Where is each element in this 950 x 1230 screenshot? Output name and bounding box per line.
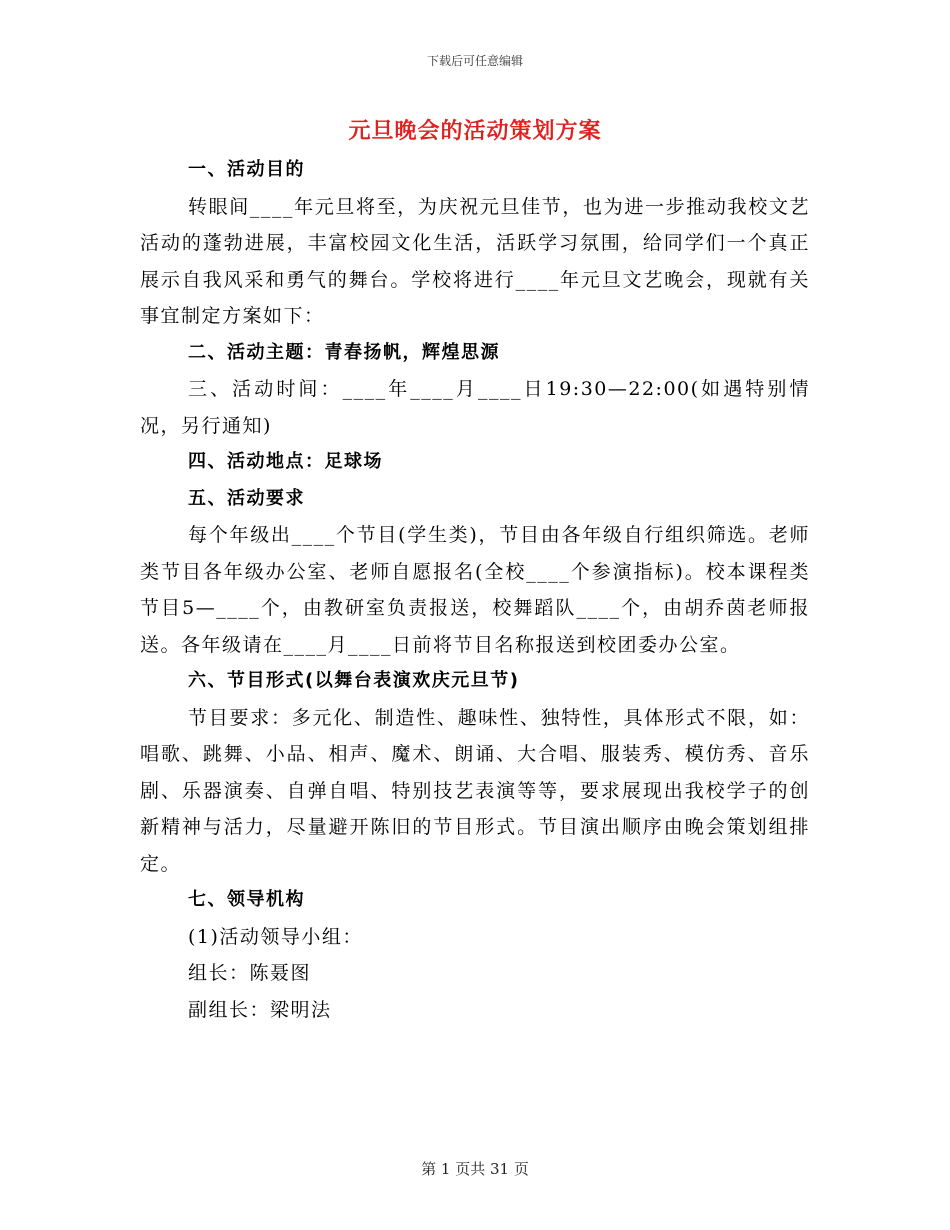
page-header-note: 下载后可任意编辑 xyxy=(426,54,523,68)
section-paragraph-format: 节目要求：多元化、制造性、趣味性、独特性，具体形式不限，如：唱歌、跳舞、小品、相声、魔术、朗诵、大合唱、服装秀、模仿秀、音乐剧、乐器演奏、自弹自唱、特别技艺表演等等，要求展现出我校学子的创新精神与活力，尽量避开陈旧的节目形式。节目演出顺序由晚会策划组排定。 xyxy=(140,706,810,875)
section-heading-theme: 二、活动主题：青春扬帆，辉煌思源 xyxy=(188,341,500,363)
leadership-group-label: (1)活动领导小组： xyxy=(188,925,363,948)
leadership-deputy-leader: 副组长：梁明法 xyxy=(188,998,332,1021)
document-body xyxy=(140,152,810,1028)
document-title: 元旦晚会的活动策划方案 xyxy=(348,118,602,144)
leadership-leader: 组长：陈聂图 xyxy=(188,962,312,984)
section-paragraph-purpose: 转眼间____年元旦将至，为庆祝元旦佳节，也为进一步推动我校文艺活动的蓬勃进展，丰富校园文化生活，活跃学习氛围，给同学们一个真正展示自我风采和勇气的舞台。学校将进行____年元旦文艺晚会，现就有关事宜制定方案如下： xyxy=(140,195,810,327)
section-heading-location: 四、活动地点：足球场 xyxy=(188,451,383,472)
section-heading-purpose: 一、活动目的 xyxy=(188,159,305,180)
page-footer-number: 第 1 页共 31 页 xyxy=(421,1160,529,1178)
section-heading-leadership: 七、领导机构 xyxy=(188,889,305,910)
section-heading-requirements: 五、活动要求 xyxy=(188,487,305,509)
section-heading-format: 六、节目形式(以舞台表演欢庆元旦节) xyxy=(188,670,520,691)
section-paragraph-time: 三、活动时间：____年____月____日19:30—22:00(如遇特别情况，另行通知) xyxy=(140,378,810,437)
section-paragraph-requirements: 每个年级出____个节目(学生类)，节目由各年级自行组织筛选。老师类节目各年级办公室、老师自愿报名(全校____个参演指标)。校本课程类节目5—____个，由教研室负责报送，校舞蹈队____个，由胡乔茵老师报送。各年级请在____月____日前将节目名称报送到校团委办公室。 xyxy=(140,524,810,656)
